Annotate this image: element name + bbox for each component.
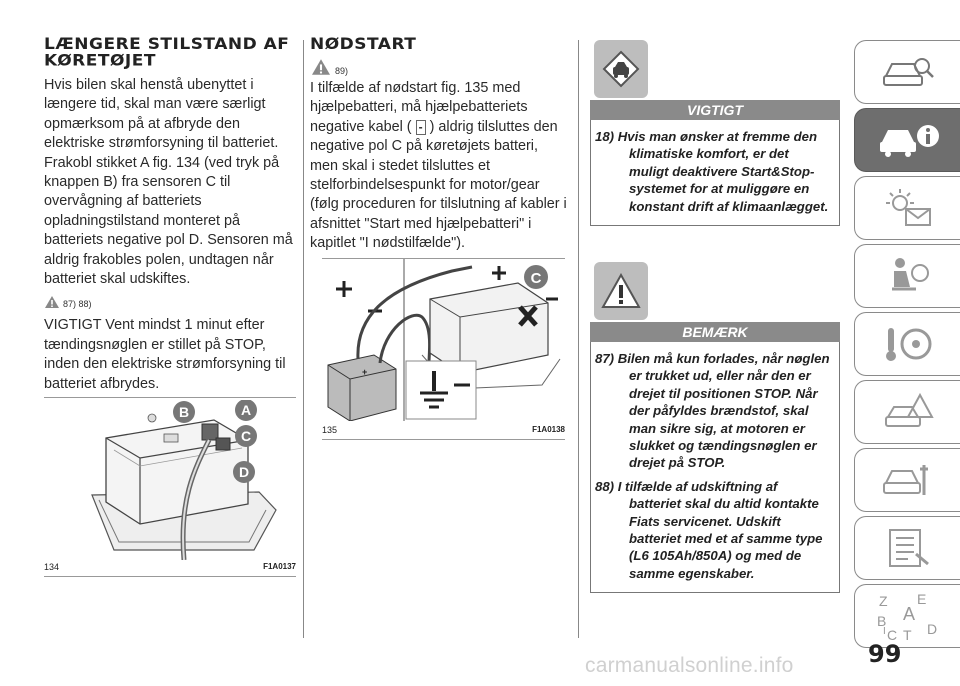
- label-c: C: [240, 428, 252, 444]
- svg-text:I: I: [882, 626, 886, 637]
- label-c: C: [530, 270, 542, 287]
- tab-warning-lights[interactable]: [854, 176, 960, 240]
- notice-header: BEMÆRK: [590, 322, 840, 342]
- column-divider: [578, 40, 579, 638]
- label-d: D: [238, 464, 250, 480]
- index-list-icon: [880, 526, 936, 570]
- notice-body: [590, 342, 840, 593]
- warning-lights-icon: [880, 187, 936, 229]
- warning-reference: 87) 88): [44, 295, 296, 309]
- notice-item: 88) I tilfælde af udskiftning af batteriet skal du altid kontakte Fiats servicenet. Udskift batteriet med et af samme type (L6 105Ah/850A) og med de samme egenskaber.: [595, 478, 823, 581]
- svg-text:T: T: [902, 627, 912, 642]
- svg-text:E: E: [916, 591, 926, 607]
- label-c-badge: [235, 425, 257, 447]
- notice-item: 87) Bilen må kun forlades, når nøglen er trukket ud, eller når den er drejet til positionen STOP. Når der påfyldes brændstof, skal man sikre sig, at motoren er slukket og tændingsnøglen er drejet på STOP.: [595, 351, 830, 471]
- figure-code: F1A0137: [263, 562, 296, 571]
- label-d-badge: [233, 461, 255, 483]
- notice-header: VIGTIGT: [590, 100, 840, 120]
- airbag-seat-icon: [880, 255, 936, 297]
- tab-car-search[interactable]: [854, 40, 960, 104]
- svg-text:B: B: [876, 613, 886, 629]
- battery-sensor-illustration: [44, 400, 296, 560]
- label-c-badge: [524, 265, 548, 289]
- page-number: 99: [868, 640, 902, 668]
- tab-driving[interactable]: [854, 312, 960, 376]
- car-info-icon: [876, 120, 940, 160]
- label-a-badge: [235, 400, 257, 421]
- negative-cable-symbol: -: [416, 120, 426, 135]
- notice-important: [590, 40, 840, 226]
- svg-text:Z: Z: [878, 593, 888, 609]
- paragraph-jump-start: I tilfælde af nødstart fig. 135 med hjælpebatteri, må hjælpebatteriets negative kabel ( - ) aldrig tilsluttes den negative pol C på køretøjets batteri, men skal i stedet tilsluttes et stelforbindelsespunkt for motor/gear (følg proceduren for tilslutning af kabler i afsnittet "Start med hjælpebatteri" i kapitlet "I nødstilfælde").: [310, 80, 567, 252]
- notice-warning: [590, 262, 840, 593]
- figure-caption: [44, 562, 296, 572]
- figure-number: 134: [44, 562, 60, 572]
- alphabet-index-icon: [873, 590, 943, 642]
- section-title: NØDSTART: [310, 34, 417, 54]
- exclamation-warning-icon: [594, 262, 648, 320]
- tab-technical-data[interactable]: [854, 516, 960, 580]
- figure-number: 135: [322, 425, 338, 435]
- notice-item: 18) Hvis man ønsker at fremme den klimatiske komfort, er det muligt deaktivere Start&Stop-systemet for at muliggøre en konstant drift af klimaanlægget.: [595, 129, 829, 214]
- figure-code: F1A0138: [532, 425, 565, 434]
- steering-wheel-icon: [880, 322, 936, 366]
- figure-caption: [322, 425, 565, 435]
- paragraph-important-wait: VIGTIGT Vent mindst 1 minut efter tændingsnøglen er stillet på STOP, inden den elektriske strømforsyning til batteriet afbrydes.: [44, 317, 286, 392]
- figure-134: [44, 397, 296, 577]
- warning-triangle-icon: [44, 295, 60, 309]
- car-service-icon: [880, 459, 936, 501]
- svg-text:+: +: [362, 367, 368, 377]
- column-divider: [303, 40, 304, 638]
- label-a: A: [240, 402, 252, 418]
- car-warning-icon: [880, 391, 936, 433]
- tab-alphabetical-index[interactable]: [854, 584, 960, 648]
- svg-text:C: C: [886, 627, 897, 642]
- warning-reference: 89): [310, 58, 568, 76]
- tab-emergency[interactable]: [854, 380, 960, 444]
- watermark: carmanualsonline.info: [585, 654, 794, 677]
- section-jump-start: [310, 0, 568, 254]
- notice-body: [590, 120, 840, 226]
- tab-safety[interactable]: [854, 244, 960, 308]
- figure-135: [322, 258, 565, 440]
- car-attention-icon: [594, 40, 648, 98]
- jump-start-illustration: [322, 259, 565, 421]
- svg-text:A: A: [902, 604, 915, 624]
- svg-text:D: D: [926, 621, 937, 637]
- warning-triangle-icon: [310, 58, 332, 76]
- tab-maintenance[interactable]: [854, 448, 960, 512]
- car-search-icon: [880, 52, 936, 92]
- label-b: B: [178, 404, 190, 420]
- tab-car-info[interactable]: [854, 108, 960, 172]
- section-title: LÆNGERE STILSTAND AF KØRETØJET: [44, 34, 290, 71]
- paragraph-battery-disconnect: Hvis bilen skal henstå ubenyttet i længere tid, skal man være særligt opmærksom på at afbryde den elektriske strømforsyning til batteriet. Frakobl stikket A fig. 134 (ved tryk på knappen B) fra sensoren C til overvågning af batteriets opladningstilstand monteret på batteriets negative pol D. Sensoren må aldrig frakobles polen, undtagen når batteriet skal udskiftes.: [44, 77, 293, 288]
- section-long-standstill: [44, 0, 296, 394]
- label-b-badge: [173, 401, 195, 423]
